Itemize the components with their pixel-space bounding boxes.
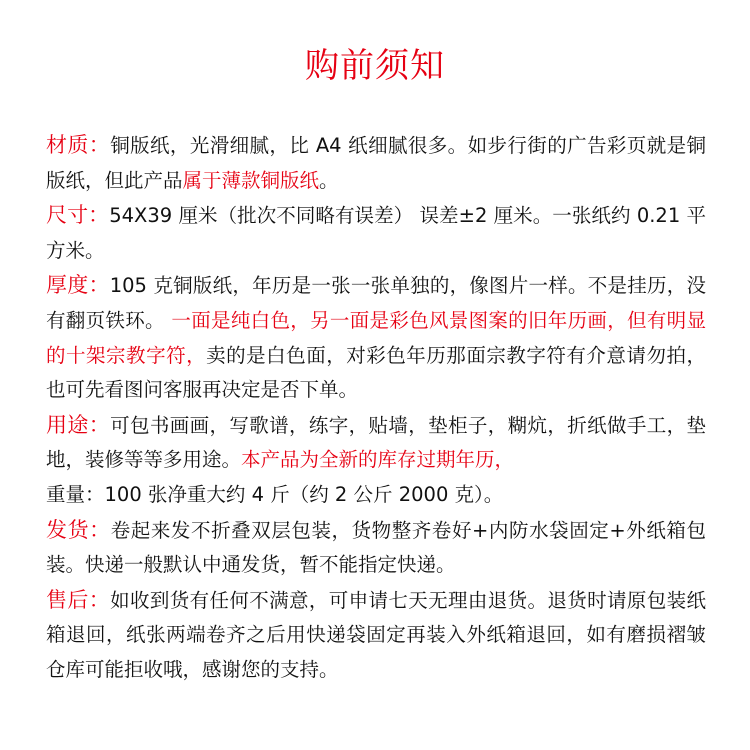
section-shipping xyxy=(46,513,706,583)
highlight-text: 属于薄款铜版纸 xyxy=(182,168,320,192)
section-text: 。 xyxy=(319,168,339,192)
section-material xyxy=(46,128,706,198)
section-text: 铜版纸，光滑细腻，比 A4 纸细腻很多。如步行街的广告彩页就是铜版纸，但此产品 xyxy=(46,134,707,192)
section-label: 材质： xyxy=(46,133,111,157)
section-label: 厚度： xyxy=(46,273,110,298)
section-text: 如收到货有任何不满意，可申请七天无理由退货。退货时请原包装纸箱退回，纸张两端卷齐之后用快递袋固定再装入外纸箱退回，如有磨损褶皱仓库可能拒收哦，感谢您的支持。 xyxy=(46,588,706,681)
section-usage xyxy=(46,408,706,513)
section-label: 发货： xyxy=(46,517,111,542)
section-text: 卖的是白色面，对彩色年历那面宗教字符有介意请勿拍，也可先看图问客服再决定是否下单。 xyxy=(46,343,706,402)
section-size xyxy=(46,198,706,268)
section-text: 可包书画画，写歌谱，练字，贴墙，垫柜子，糊炕，折纸做手工，垫地，装修等等多用途。 xyxy=(46,413,706,472)
section-aftersale xyxy=(46,583,706,688)
section-label: 用途： xyxy=(46,412,111,437)
section-text: 54X39 厘米（批次不同略有误差） 误差±2 厘米。一张纸约 0.21 平方米。 xyxy=(46,204,706,262)
weight-text: 重量：100 张净重大约 4 斤（约 2 公斤 2000 克）。 xyxy=(46,482,504,506)
highlight-text: 一面是纯白色，另一面是彩色风景图案的旧年历画，但有明显的十架宗教字符， xyxy=(46,308,706,367)
section-label: 售后： xyxy=(46,587,111,612)
highlight-text: 本产品为全新的库存过期年历， xyxy=(241,448,515,472)
section-text: 卷起来发不折叠双层包装，货物整齐卷好+内防水袋固定+外纸箱包装。快递一般默认中通发货，暂不能指定快递。 xyxy=(46,518,706,577)
section-label: 尺寸： xyxy=(46,203,110,228)
section-text: 105 克铜版纸，年历是一张一张单独的，像图片一样。不是挂历，没有翻页铁环。 xyxy=(46,274,706,332)
section-thickness xyxy=(46,268,706,407)
page-title: 购前须知 xyxy=(305,46,445,86)
notice-body xyxy=(46,128,706,688)
